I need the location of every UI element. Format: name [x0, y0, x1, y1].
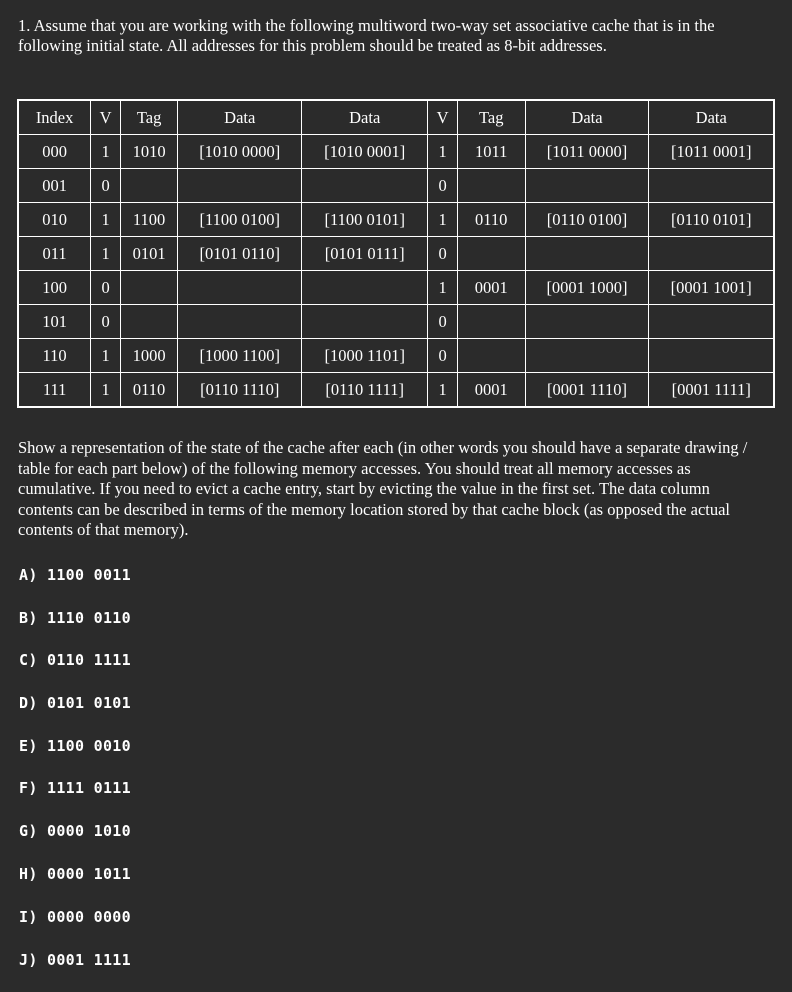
data-cell-way-2-word-0: [0001 1000]: [525, 271, 649, 305]
cache-row: [18, 339, 774, 373]
access-item: D) 0101 0101: [19, 694, 131, 712]
tag-cell-way-2: [457, 237, 525, 271]
data-cell-way-2-word-1: [0001 1001]: [649, 271, 774, 305]
valid-cell-way-2: 1: [428, 271, 458, 305]
header-data-way-1-word-0: Data: [178, 100, 302, 135]
data-cell-way-1-word-1: [0101 0111]: [302, 237, 428, 271]
valid-cell-way-1: 1: [91, 203, 121, 237]
tag-cell-way-1: [120, 305, 177, 339]
header-tag-way-2: Tag: [457, 100, 525, 135]
access-item: E) 1100 0010: [19, 737, 131, 755]
data-cell-way-1-word-1: [1000 1101]: [302, 339, 428, 373]
data-cell-way-1-word-0: [1000 1100]: [178, 339, 302, 373]
cache-row: [18, 203, 774, 237]
index-cell: 111: [18, 373, 91, 408]
tag-cell-way-1: 1000: [120, 339, 177, 373]
tag-cell-way-2: [457, 305, 525, 339]
data-cell-way-2-word-1: [0001 1111]: [649, 373, 774, 408]
data-cell-way-2-word-0: [0110 0100]: [525, 203, 649, 237]
access-item: A) 1100 0011: [19, 566, 131, 584]
tag-cell-way-2: [457, 339, 525, 373]
data-cell-way-2-word-1: [649, 339, 774, 373]
data-cell-way-1-word-0: [0101 0110]: [178, 237, 302, 271]
tag-cell-way-2: 0001: [457, 271, 525, 305]
index-cell: 101: [18, 305, 91, 339]
data-cell-way-1-word-1: [0110 1111]: [302, 373, 428, 408]
cache-table-header: [18, 100, 774, 135]
tag-cell-way-2: [457, 169, 525, 203]
data-cell-way-2-word-0: [1011 0000]: [525, 135, 649, 169]
valid-cell-way-1: 0: [91, 169, 121, 203]
valid-cell-way-1: 1: [91, 135, 121, 169]
data-cell-way-1-word-0: [178, 169, 302, 203]
tag-cell-way-1: [120, 169, 177, 203]
valid-cell-way-1: 1: [91, 373, 121, 408]
data-cell-way-2-word-1: [649, 237, 774, 271]
data-cell-way-1-word-0: [0110 1110]: [178, 373, 302, 408]
access-item: G) 0000 1010: [19, 822, 131, 840]
data-cell-way-2-word-1: [0110 0101]: [649, 203, 774, 237]
data-cell-way-1-word-1: [302, 305, 428, 339]
index-cell: 000: [18, 135, 91, 169]
access-item: H) 0000 1011: [19, 865, 131, 883]
problem-intro: 1. Assume that you are working with the following multiword two-way set associative cache that is in the following initial state. All addresses for this problem should be treated as 8-bit addresses.: [18, 16, 715, 55]
data-cell-way-2-word-0: [525, 305, 649, 339]
instructions-paragraph: Show a representation of the state of the cache after each (in other words you should have a separate drawing / table for each part below) of the following memory accesses. You should treat all memory accesses as cumulative. If you need to evict a cache entry, start by evicting the value in the first set. The data column contents can be described in terms of the memory location stored by that cache block (as opposed the actual contents of that memory).: [18, 438, 748, 539]
data-cell-way-2-word-0: [525, 339, 649, 373]
index-cell: 011: [18, 237, 91, 271]
header-data-way-1-word-1: Data: [302, 100, 428, 135]
tag-cell-way-2: 0001: [457, 373, 525, 408]
valid-cell-way-2: 0: [428, 339, 458, 373]
index-cell: 010: [18, 203, 91, 237]
data-cell-way-2-word-0: [525, 237, 649, 271]
valid-cell-way-1: 1: [91, 237, 121, 271]
data-cell-way-2-word-0: [0001 1110]: [525, 373, 649, 408]
valid-cell-way-2: 0: [428, 305, 458, 339]
index-cell: 100: [18, 271, 91, 305]
access-item: F) 1111 0111: [19, 779, 131, 797]
valid-cell-way-2: 1: [428, 203, 458, 237]
cache-row: [18, 135, 774, 169]
data-cell-way-1-word-1: [302, 271, 428, 305]
cache-row: [18, 271, 774, 305]
data-cell-way-1-word-1: [1010 0001]: [302, 135, 428, 169]
header-valid-way-2: V: [428, 100, 458, 135]
cache-row: [18, 373, 774, 408]
tag-cell-way-1: 1100: [120, 203, 177, 237]
tag-cell-way-1: 0101: [120, 237, 177, 271]
data-cell-way-1-word-0: [1100 0100]: [178, 203, 302, 237]
data-cell-way-2-word-0: [525, 169, 649, 203]
tag-cell-way-1: [120, 271, 177, 305]
access-item: J) 0001 1111: [19, 951, 131, 969]
tag-cell-way-1: 1010: [120, 135, 177, 169]
data-cell-way-2-word-1: [1011 0001]: [649, 135, 774, 169]
data-cell-way-1-word-0: [1010 0000]: [178, 135, 302, 169]
index-cell: 110: [18, 339, 91, 373]
header-data-way-2-word-0: Data: [525, 100, 649, 135]
tag-cell-way-2: 0110: [457, 203, 525, 237]
tag-cell-way-1: 0110: [120, 373, 177, 408]
data-cell-way-2-word-1: [649, 305, 774, 339]
access-item: C) 0110 1111: [19, 651, 131, 669]
index-cell: 001: [18, 169, 91, 203]
valid-cell-way-1: 0: [91, 305, 121, 339]
header-index: Index: [18, 100, 91, 135]
header-data-way-2-word-1: Data: [649, 100, 774, 135]
data-cell-way-1-word-0: [178, 305, 302, 339]
header-valid-way-1: V: [91, 100, 121, 135]
data-cell-way-2-word-1: [649, 169, 774, 203]
cache-row: [18, 237, 774, 271]
access-item: B) 1110 0110: [19, 609, 131, 627]
cache-row: [18, 169, 774, 203]
cache-row: [18, 305, 774, 339]
valid-cell-way-1: 1: [91, 339, 121, 373]
valid-cell-way-2: 0: [428, 169, 458, 203]
valid-cell-way-2: 1: [428, 135, 458, 169]
tag-cell-way-2: 1011: [457, 135, 525, 169]
valid-cell-way-2: 1: [428, 373, 458, 408]
data-cell-way-1-word-1: [302, 169, 428, 203]
data-cell-way-1-word-0: [178, 271, 302, 305]
cache-table: [17, 99, 775, 408]
data-cell-way-1-word-1: [1100 0101]: [302, 203, 428, 237]
header-tag-way-1: Tag: [120, 100, 177, 135]
access-item: I) 0000 0000: [19, 908, 131, 926]
valid-cell-way-1: 0: [91, 271, 121, 305]
valid-cell-way-2: 0: [428, 237, 458, 271]
